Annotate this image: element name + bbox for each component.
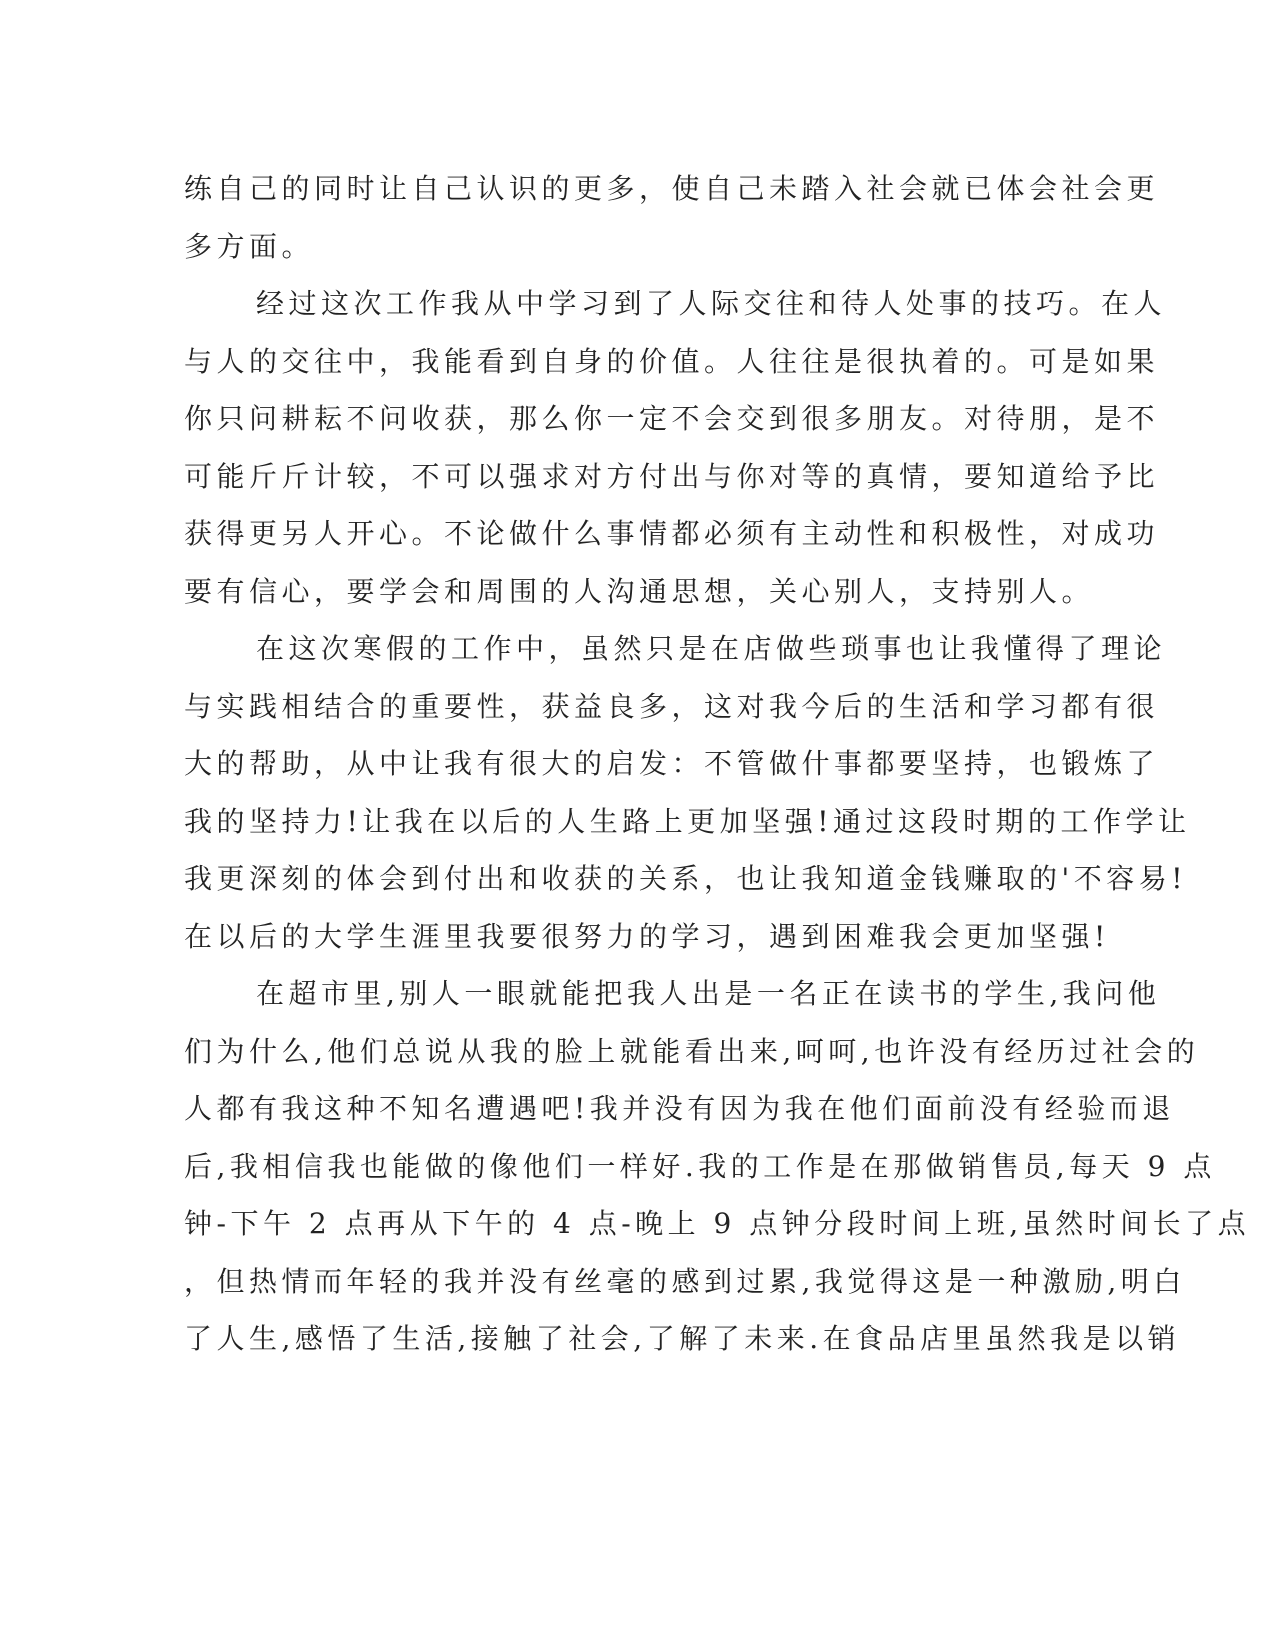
text-line: 与人的交往中，我能看到自身的价值。人往往是很执着的。可是如果: [184, 344, 1160, 378]
text-line: 人都有我这种不知名遭遇吧!我并没有因为我在他们面前没有经验而退: [184, 1092, 1175, 1125]
text-line: 可能斤斤计较，不可以强求对方付出与你对等的真情，要知道给予比: [184, 459, 1160, 493]
text-line: 多方面。: [184, 229, 315, 263]
text-line: 我更深刻的体会到付出和收获的关系，也让我知道金钱赚取的'不容易!: [184, 862, 1187, 895]
paragraph-first-line: 经过这次工作我从中学习到了人际交往和待人处事的技巧。在人: [256, 287, 1167, 320]
text-line: ，但热情而年轻的我并没有丝毫的感到过累,我觉得这是一种激励,明白: [184, 1264, 1186, 1298]
text-line: 与实践相结合的重要性，获益良多，这对我今后的生活和学习都有很: [184, 689, 1160, 723]
text-line: 大的帮助，从中让我有很大的启发：不管做什事都要坚持，也锻炼了: [184, 747, 1160, 780]
text-line: 了人生,感悟了生活,接触了社会,了解了未来.在食品店里虽然我是以销: [184, 1322, 1181, 1355]
paragraph-first-line: 在这次寒假的工作中，虽然只是在店做些琐事也让我懂得了理论: [256, 632, 1167, 665]
text-line: 练自己的同时让自己认识的更多，使自己未踏入社会就已体会社会更: [184, 172, 1160, 205]
document-body: [184, 160, 1251, 1368]
paragraph-first-line: 在超市里,别人一眼就能把我人出是一名正在读书的学生,我问他: [256, 977, 1161, 1010]
text-line: 我的坚持力!让我在以后的人生路上更加坚强!通过这段时期的工作学让: [184, 804, 1191, 838]
text-line: 后,我相信我也能做的像他们一样好.我的工作是在那做销售员,每天 9 点: [184, 1149, 1216, 1183]
text-line: 们为什么,他们总说从我的脸上就能看出来,呵呵,也许没有经历过社会的: [184, 1034, 1200, 1068]
text-line: 钟-下午 2 点再从下午的 4 点-晚上 9 点钟分段时间上班,虽然时间长了点: [184, 1207, 1251, 1240]
text-line: 要有信心，要学会和周围的人沟通思想，关心别人，支持别人。: [184, 574, 1095, 608]
text-line: 获得更另人开心。不论做什么事情都必须有主动性和积极性，对成功: [184, 517, 1160, 550]
text-line: 在以后的大学生涯里我要很努力的学习，遇到困难我会更加坚强!: [184, 919, 1110, 953]
text-line: 你只问耕耘不问收获，那么你一定不会交到很多朋友。对待朋，是不: [184, 402, 1160, 435]
